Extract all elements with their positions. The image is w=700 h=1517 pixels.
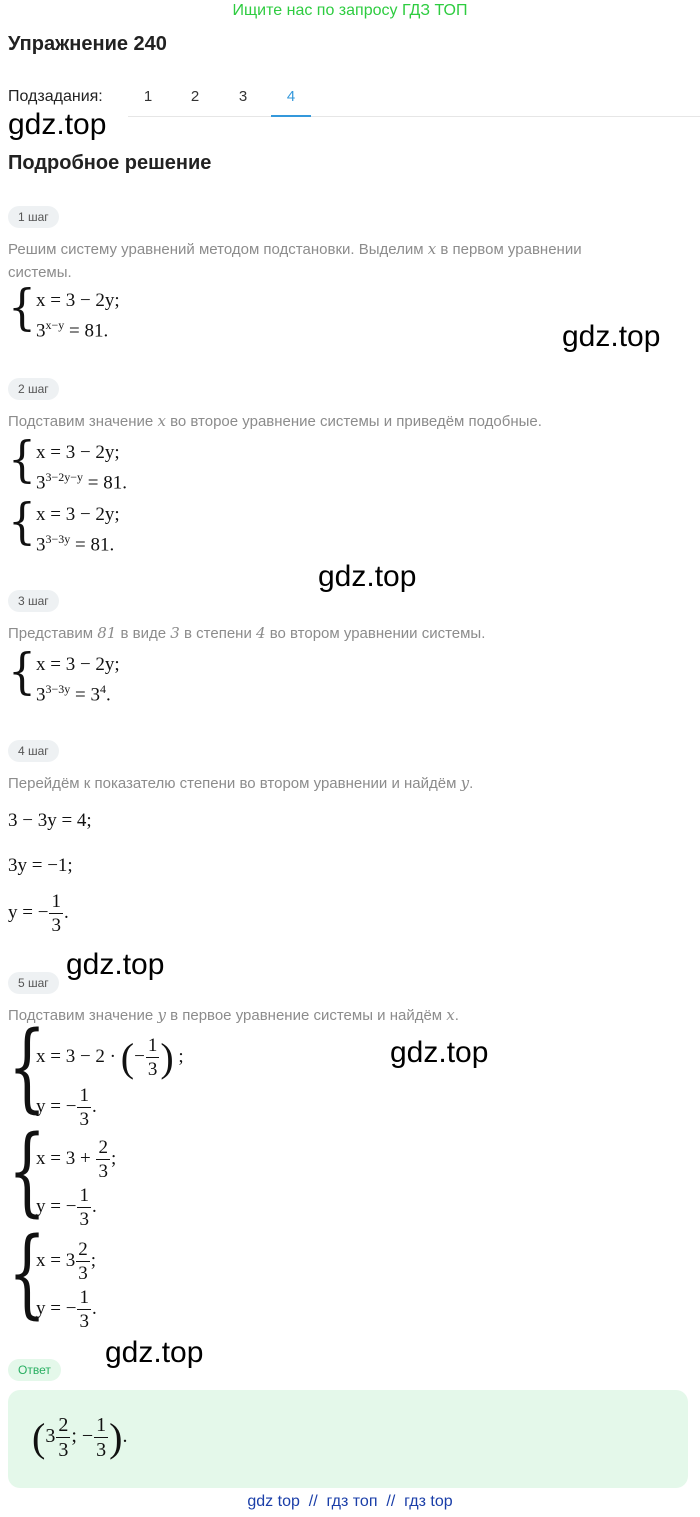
left-brace-icon: { xyxy=(8,644,36,701)
step-text: Представим 81 в виде 3 в степени 4 во втором уравнении системы. xyxy=(8,624,486,642)
equation-line: x = 3 − 2y; xyxy=(36,504,120,525)
footer-links[interactable]: gdz top // гдз топ // гдз top xyxy=(247,1493,453,1510)
equation-line: $3^{3-3y} = 3^4$. xyxy=(36,682,111,706)
subtask-tab-2[interactable]: 2 xyxy=(190,88,200,105)
equation-line: $3^{3-2y-y} = 81$. xyxy=(36,470,128,494)
equation-line: x = 3 − 2y; xyxy=(36,290,120,311)
equation-line: x = 3 − 2 · (− $\frac{1}{3}$ ) ; xyxy=(36,1035,184,1080)
subtask-tab-1[interactable]: 1 xyxy=(143,88,153,105)
left-brace-icon: { xyxy=(8,494,36,551)
equation-line: 3 − 3y = 4; xyxy=(8,810,92,831)
answer-box xyxy=(8,1390,688,1488)
answer-badge: Ответ xyxy=(8,1359,61,1381)
equation-line: x = 3 + $\frac{2}{3}$ ; xyxy=(36,1137,117,1182)
left-brace-icon: { xyxy=(8,1116,47,1228)
search-banner[interactable]: Ищите нас по запросу ГДЗ ТОП xyxy=(232,2,468,19)
step-text: Перейдём к показателю степени во втором уравнении и найдём y. xyxy=(8,774,474,792)
watermark: gdz.top xyxy=(390,1036,489,1069)
equation-line: y = − $\frac{1}{3}$ . xyxy=(36,1185,97,1230)
equation-line: x = 3 − 2y; xyxy=(36,654,120,675)
answer-expression: (3 $\frac{2}{3}$ ; − $\frac{1}{3}$ ). xyxy=(32,1414,128,1461)
equation-line: y = − $\frac{1}{3}$ . xyxy=(8,891,69,936)
watermark: gdz.top xyxy=(562,320,661,353)
step-badge: 5 шаг xyxy=(8,972,59,994)
subtask-tab-4[interactable]: 4 xyxy=(271,88,311,105)
watermark: gdz.top xyxy=(8,108,107,141)
step-text: Решим систему уравнений методом подстановки. Выделим x в первом уравнении системы. xyxy=(8,240,582,281)
step-badge: 4 шаг xyxy=(8,740,59,762)
equation-line: x = 3 $\frac{2}{3}$ ; xyxy=(36,1239,96,1284)
equation-line: y = − $\frac{1}{3}$ . xyxy=(36,1287,97,1332)
subtask-tabs xyxy=(128,84,700,117)
left-brace-icon: { xyxy=(8,280,36,337)
subtask-tab-3[interactable]: 3 xyxy=(238,88,248,105)
equation-line: 3y = −1; xyxy=(8,855,73,876)
step-badge: 2 шаг xyxy=(8,378,59,400)
equation-line: x = 3 − 2y; xyxy=(36,442,120,463)
watermark: gdz.top xyxy=(318,560,417,593)
step-badge: 1 шаг xyxy=(8,206,59,228)
step-badge: 3 шаг xyxy=(8,590,59,612)
solution-heading: Подробное решение xyxy=(8,152,212,174)
equation-line: y = − $\frac{1}{3}$ . xyxy=(36,1085,97,1130)
left-brace-icon: { xyxy=(8,1012,47,1124)
subtasks-label: Подзадания: xyxy=(8,88,103,105)
left-brace-icon: { xyxy=(8,432,36,489)
left-brace-icon: { xyxy=(8,1218,47,1330)
watermark: gdz.top xyxy=(66,948,165,981)
watermark: gdz.top xyxy=(105,1336,204,1369)
equation-line: $3^{x-y} = 81$. xyxy=(36,318,109,342)
equation-line: $3^{3-3y} = 81$. xyxy=(36,532,115,556)
step-text: Подставим значение x во второе уравнение системы и приведём подобные. xyxy=(8,412,542,430)
page-title: Упражнение 240 xyxy=(8,33,167,55)
step-text: Подставим значение y в первое уравнение системы и найдём x. xyxy=(8,1006,459,1024)
